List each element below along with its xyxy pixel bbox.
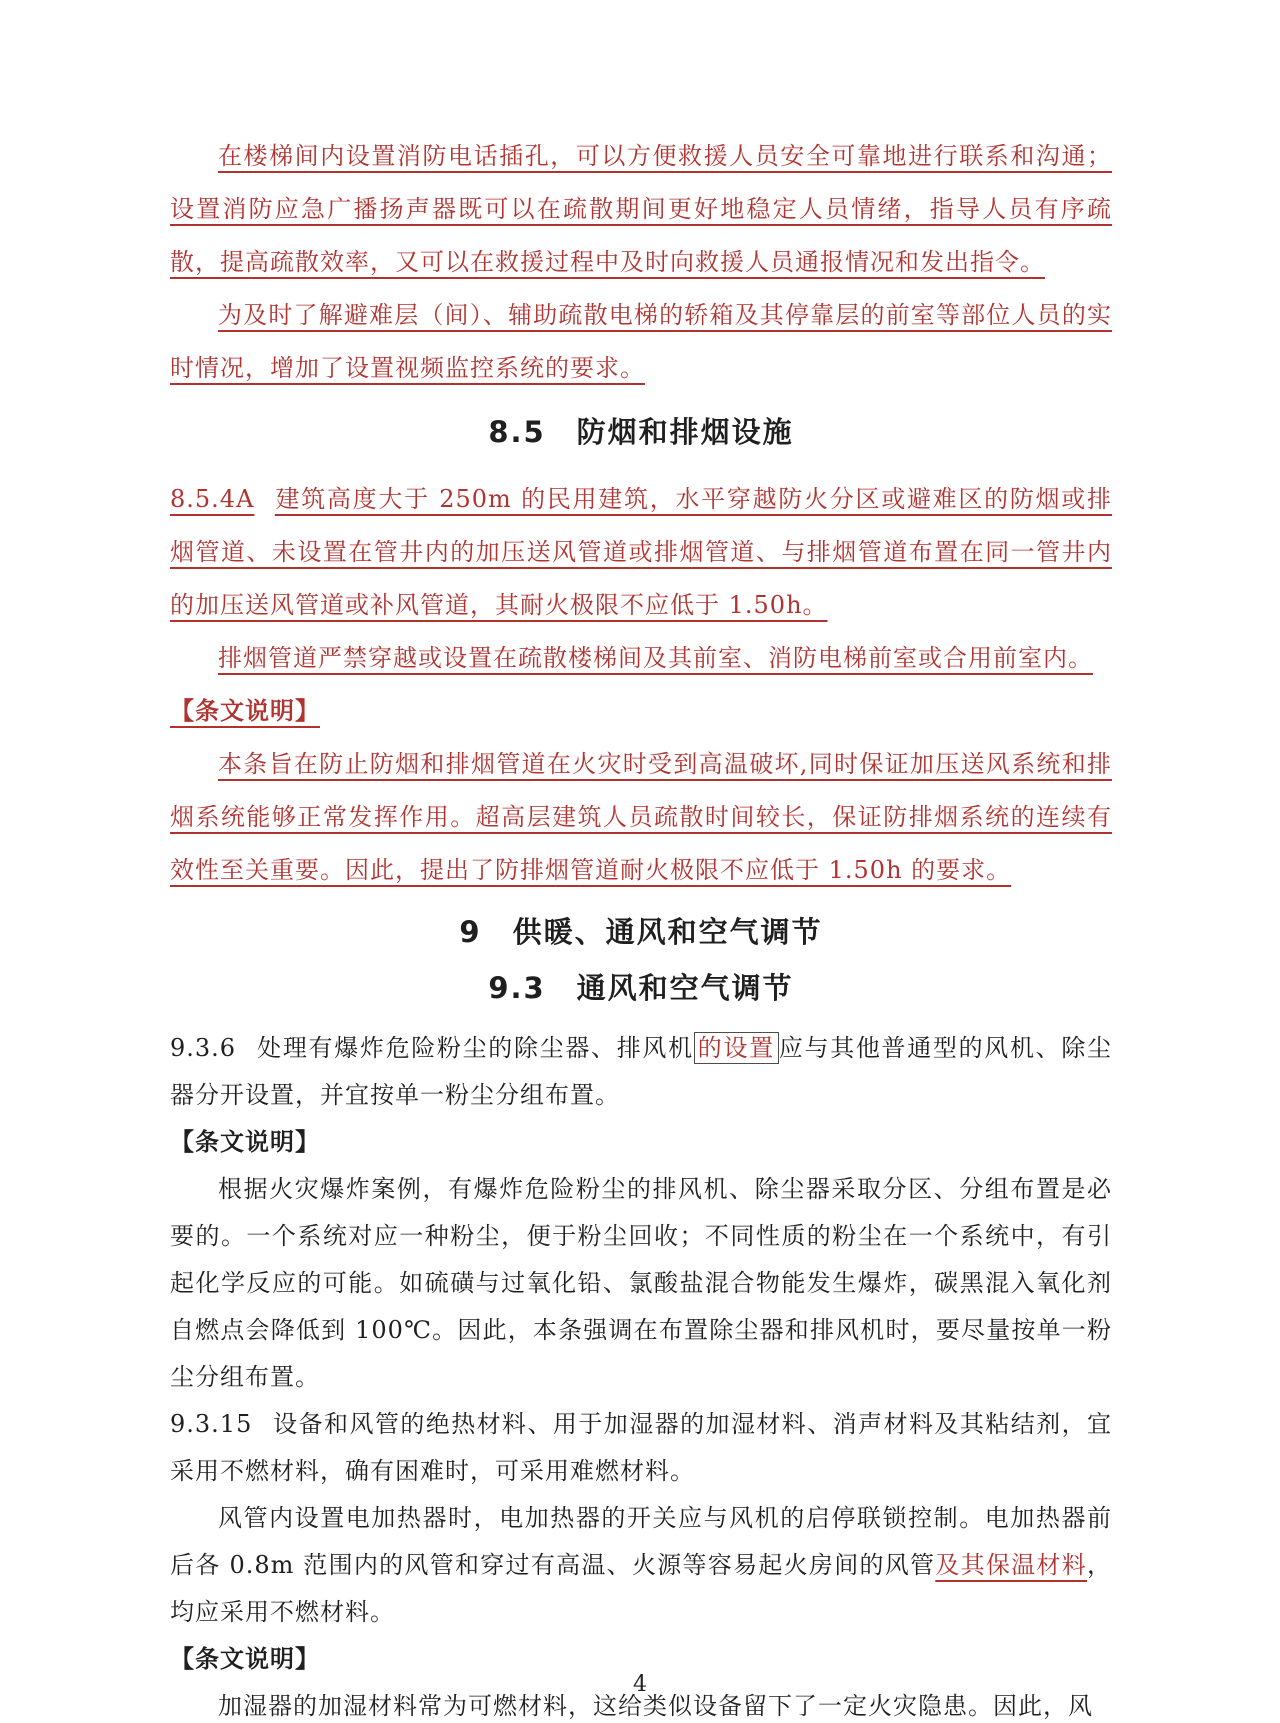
section-heading-9-3: 9.3 通风和空气调节 — [488, 971, 794, 1005]
clause-number: 9.3.6 — [170, 1034, 237, 1062]
revision-commentary-paragraph: 在楼梯间内设置消防电话插孔，可以方便救援人员安全可靠地进行联系和沟通；设置消防应急广播扬声器既可以在疏散期间更好地稳定人员情绪，指导人员有序疏散，提高疏散效率，又可以在救援过程中及时向救援人员通报情况和发出指令。 — [170, 142, 1112, 276]
commentary-label: 【条文说明】 — [170, 1128, 320, 1156]
clause-text: ，均应采用不燃材料。 — [170, 1551, 1112, 1626]
clause-9-3-15 — [170, 1401, 1112, 1495]
clause-text: 风管内设置电加热器时，电加热器的开关应与风机的启停联锁控制。电加热器前后各 0.8m 范围内的风管和穿过有高温、火源等容易起火房间的风管 — [170, 1504, 1112, 1579]
tracked-insert-underline: 及其保温材料 — [935, 1551, 1087, 1579]
commentary-label: 【条文说明】 — [170, 1645, 320, 1673]
commentary-paragraph: 根据火灾爆炸案例，有爆炸危险粉尘的排风机、除尘器采取分区、分组布置是必要的。一个系统对应一种粉尘，便于粉尘回收；不同性质的粉尘在一个系统中，有引起化学反应的可能。如硫磺与过氧化铅、氯酸盐混合物能发生爆炸，碳黑混入氧化剂自燃点会降低到 100℃。因此，本条强调在布置除尘器和排风机时，要尽量按单一粉尘分组布置。 — [170, 1175, 1112, 1391]
clause-text: 应与其他普通型的风机、除尘器分开设置，并宜按单一粉尘分组布置。 — [170, 1034, 1113, 1109]
clause-number: 8.5.4A — [170, 485, 255, 513]
page-number: 4 — [633, 1672, 647, 1697]
revision-commentary-paragraph: 本条旨在防止防烟和排烟管道在火灾时受到高温破坏,同时保证加压送风系统和排烟系统能够正常发挥作用。超高层建筑人员疏散时间较长，保证防排烟系统的连续有效性至关重要。因此，提出了防排烟管道耐火极限不应低于 1.50h 的要求。 — [170, 750, 1112, 884]
revision-commentary-paragraph: 为及时了解避难层（间）、辅助疏散电梯的轿箱及其停靠层的前室等部位人员的实时情况，增加了设置视频监控系统的要求。 — [170, 301, 1112, 382]
commentary-label-row — [170, 1119, 1112, 1166]
section-heading-8-5: 8.5 防烟和排烟设施 — [488, 415, 794, 449]
clause-8-5-4A-paragraph-2: 排烟管道严禁穿越或设置在疏散楼梯间及其前室、消防电梯前室或合用前室内。 — [218, 644, 1093, 672]
tracked-insert-box: 的设置 — [694, 1032, 779, 1064]
clause-text: 建筑高度大于 250m 的民用建筑，水平穿越防火分区或避难区的防烟或排烟管道、未设置在管井内的加压送风管道或排烟管道、与排烟管道布置在同一管井内的加压送风管道或补风管道，其耐火极限不应低于 1.50h。 — [170, 485, 1112, 619]
clause-9-3-6 — [170, 1025, 1112, 1119]
commentary-label-row — [170, 685, 1112, 738]
commentary-label: 【条文说明】 — [170, 697, 320, 725]
chapter-heading-9: 9 供暖、通风和空气调节 — [459, 915, 823, 949]
clause-number: 9.3.15 — [170, 1410, 253, 1438]
clause-text: 处理有爆炸危险粉尘的除尘器、排风机 — [256, 1034, 694, 1062]
clause-text: 设备和风管的绝热材料、用于加湿器的加湿材料、消声材料及其粘结剂，宜采用不燃材料，确有困难时，可采用难燃材料。 — [170, 1410, 1112, 1485]
clause-9-3-15-paragraph-2 — [170, 1495, 1112, 1636]
commentary-paragraph: 加湿器的加湿材料常为可燃材料，这给类似设备留下了一定火灾隐患。因此，风 — [218, 1692, 1093, 1720]
clause-8-5-4A — [170, 473, 1112, 632]
